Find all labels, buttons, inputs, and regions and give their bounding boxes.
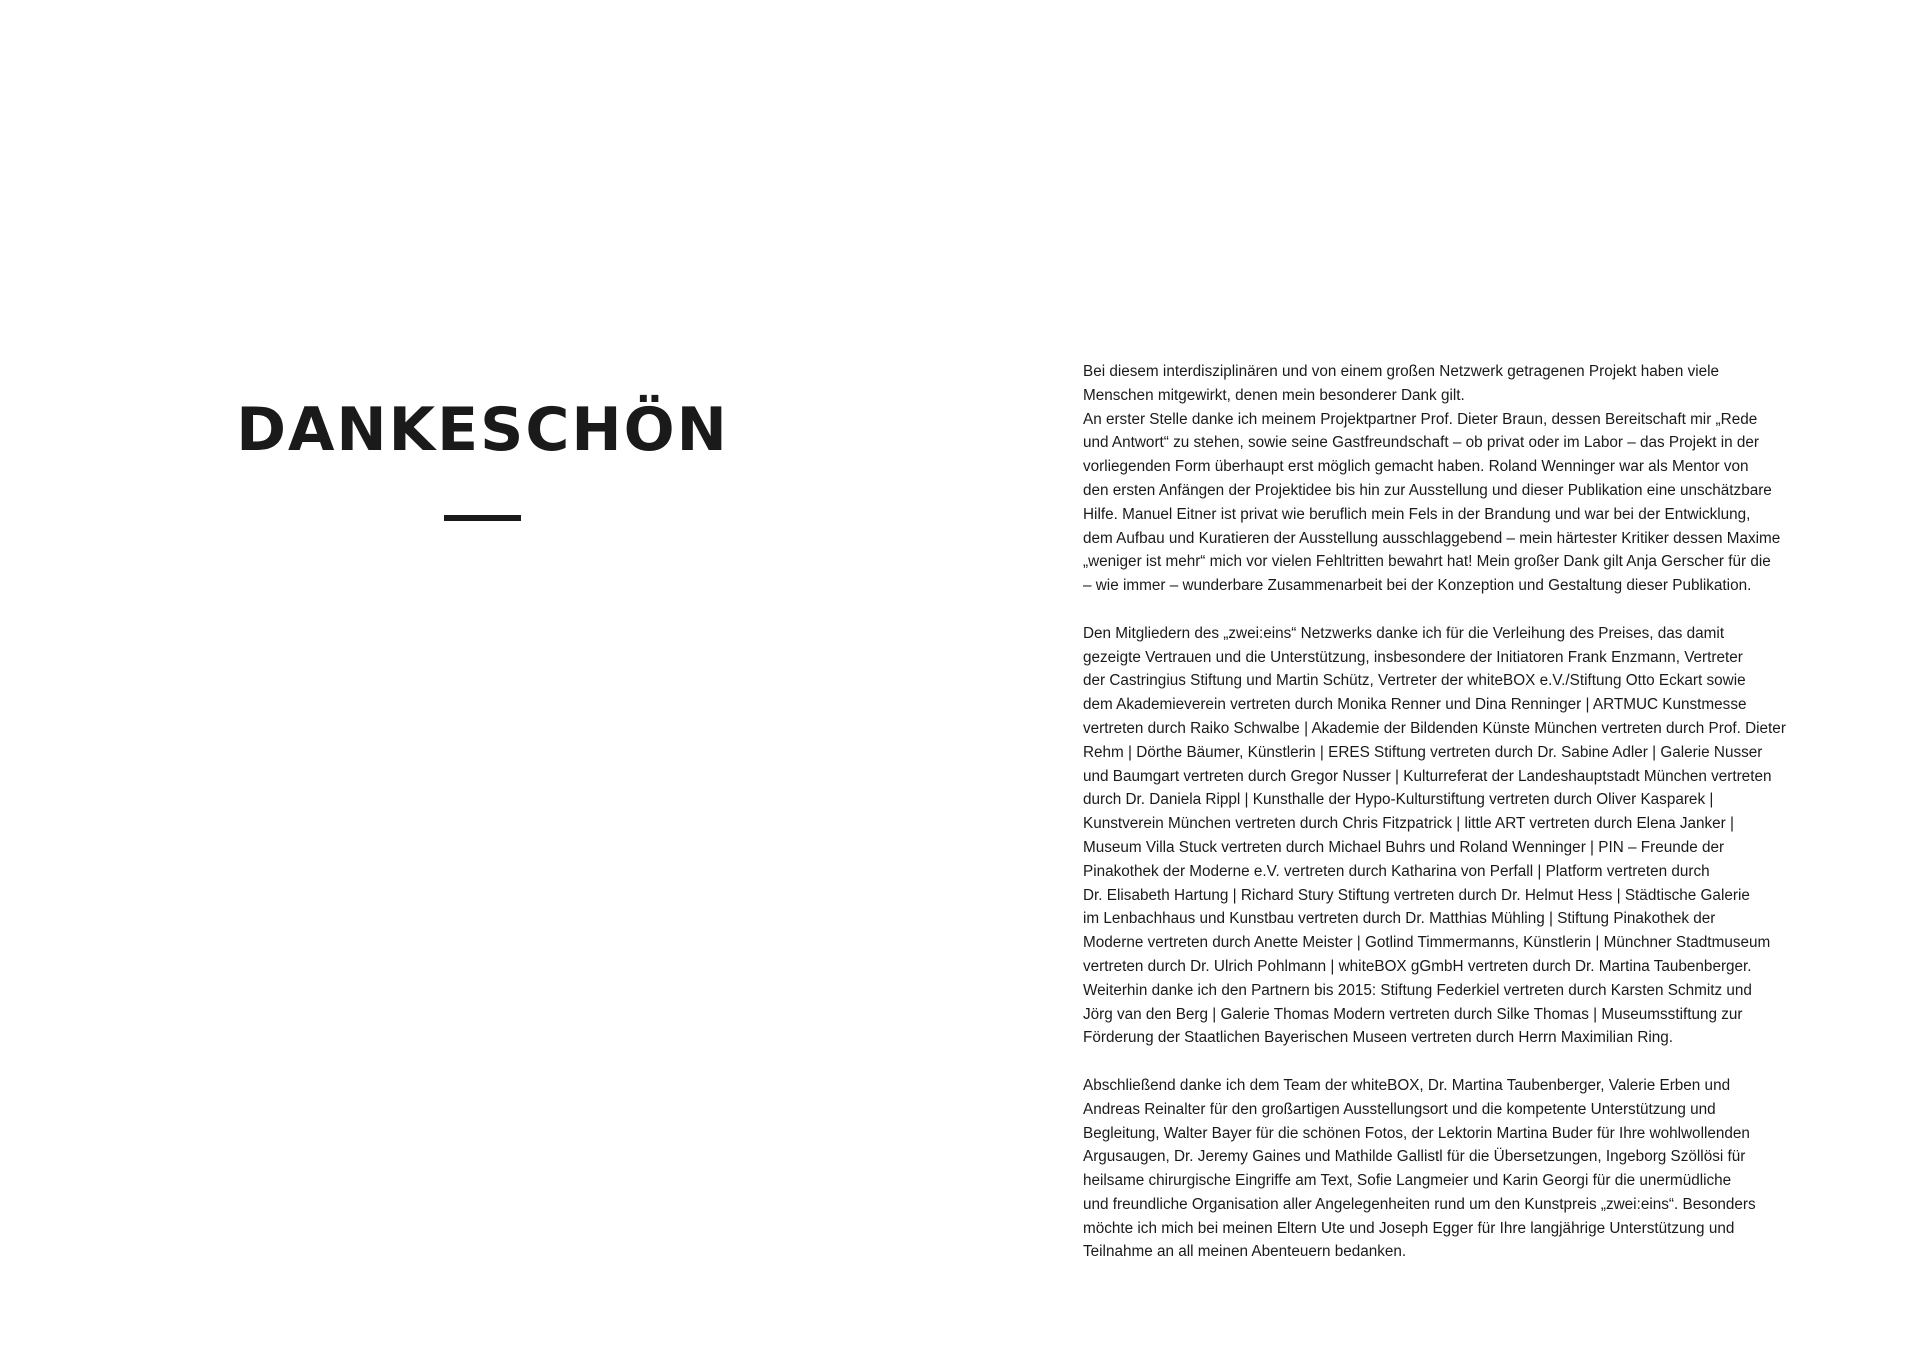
right-page — [963, 0, 1927, 1361]
paragraph-network: Den Mitgliedern des „zwei:eins“ Netzwerks danke ich für die Verleihung des Preises, das damit gezeigte Vertrauen und die Unterstützung, insbesondere der Initiatoren Frank Enzmann, Vertreter der Castringius Stiftung und Martin Schütz, Vertreter der whiteBOX e.V./Stiftung Otto Eckart sowie dem Akademieverein vertreten durch Monika Renner und Dina Renninger | ARTMUC Kunstmesse vertreten durch Raiko Schwalbe | Akademie der Bildenden Künste München vertreten durch Prof. Dieter Rehm | Dörthe Bäumer, Künstlerin | ERES Stiftung vertreten durch Dr. Sabine Adler | Galerie Nusser und Baumgart vertreten durch Gregor Nusser | Kulturreferat der Landeshauptstadt München vertreten durch Dr. Daniela Rippl | Kunsthalle der Hypo-Kulturstiftung vertreten durch Oliver Kasparek | Kunstverein München vertreten durch Chris Fitzpatrick | little ART vertreten durch Elena Janker | Museum Villa Stuck vertreten durch Michael Buhrs und Roland Wenninger | PIN – Freunde der Pinakothek der Moderne e.V. vertreten durch Katharina von Perfall | Platform vertreten durch Dr. Elisabeth Hartung | Richard Stury Stiftung vertreten durch Dr. Helmut Hess | Städtische Galerie im Lenbachhaus und Kunstbau vertreten durch Dr. Matthias Mühling | Stiftung Pinakothek der Moderne vertreten durch Anette Meister | Gotlind Timmermanns, Künstlerin | Münchner Stadtmuseum vertreten durch Dr. Ulrich Pohlmann | whiteBOX gGmbH vertreten durch Dr. Martina Taubenberger. Weiterhin danke ich den Partnern bis 2015: Stiftung Federkiel vertreten durch Karsten Schmitz und Jörg van den Berg | Galerie Thomas Modern vertreten durch Silke Thomas | Museumsstiftung zur Förderung der Staatlichen Bayerischen Museen vertreten durch Herrn Maximilian Ring. — [1083, 624, 1786, 1047]
left-page — [0, 0, 963, 1361]
acknowledgements-text — [1083, 360, 1835, 1264]
title-underline — [444, 515, 521, 521]
page-title: DANKESCHÖN — [236, 395, 729, 465]
paragraph-closing: Abschließend danke ich dem Team der whiteBOX, Dr. Martina Taubenberger, Valerie Erben und Andreas Reinalter für den großartigen Ausstellungsort und die kompetente Unterstützung und Begleitung, Walter Bayer für die schönen Fotos, der Lektorin Martina Buder für Ihre wohlwollenden Argusaugen, Dr. Jeremy Gaines und Mathilde Gallistl für die Übersetzungen, Ingeborg Szöllösi für heilsame chirurgische Eingriffe am Text, Sofie Langmeier und Karin Georgi für die unermüdliche und freundliche Organisation aller Angelegenheiten rund um den Kunstpreis „zwei:eins“. Besonders möchte ich mich bei meinen Eltern Ute und Joseph Egger für Ihre langjährige Unterstützung und Teilnahme an all meinen Abenteuern bedanken. — [1083, 1076, 1756, 1261]
paragraph-intro: Bei diesem interdisziplinären und von einem großen Netzwerk getragenen Projekt haben viele Menschen mitgewirkt, denen mein besonderer Dank gilt. An erster Stelle danke ich meinem Projektpartner Prof. Dieter Braun, dessen Bereitschaft mir „Rede und Antwort“ zu stehen, sowie seine Gastfreundschaft – ob privat oder im Labor – das Projekt in der vorliegenden Form überhaupt erst möglich gemacht haben. Roland Wenninger war als Mentor von den ersten Anfängen der Projektidee bis hin zur Ausstellung und dieser Publikation eine unschätzbare Hilfe. Manuel Eitner ist privat wie beruflich mein Fels in der Brandung und war bei der Entwicklung, dem Aufbau und Kuratieren der Ausstellung ausschlaggebend – mein härtester Kritiker dessen Maxime „weniger ist mehr“ mich vor vielen Fehltritten bewahrt hat! Mein großer Dank gilt Anja Gerscher für die – wie immer – wunderbare Zusammenarbeit bei der Konzeption und Gestaltung dieser Publikation. — [1083, 363, 1781, 595]
